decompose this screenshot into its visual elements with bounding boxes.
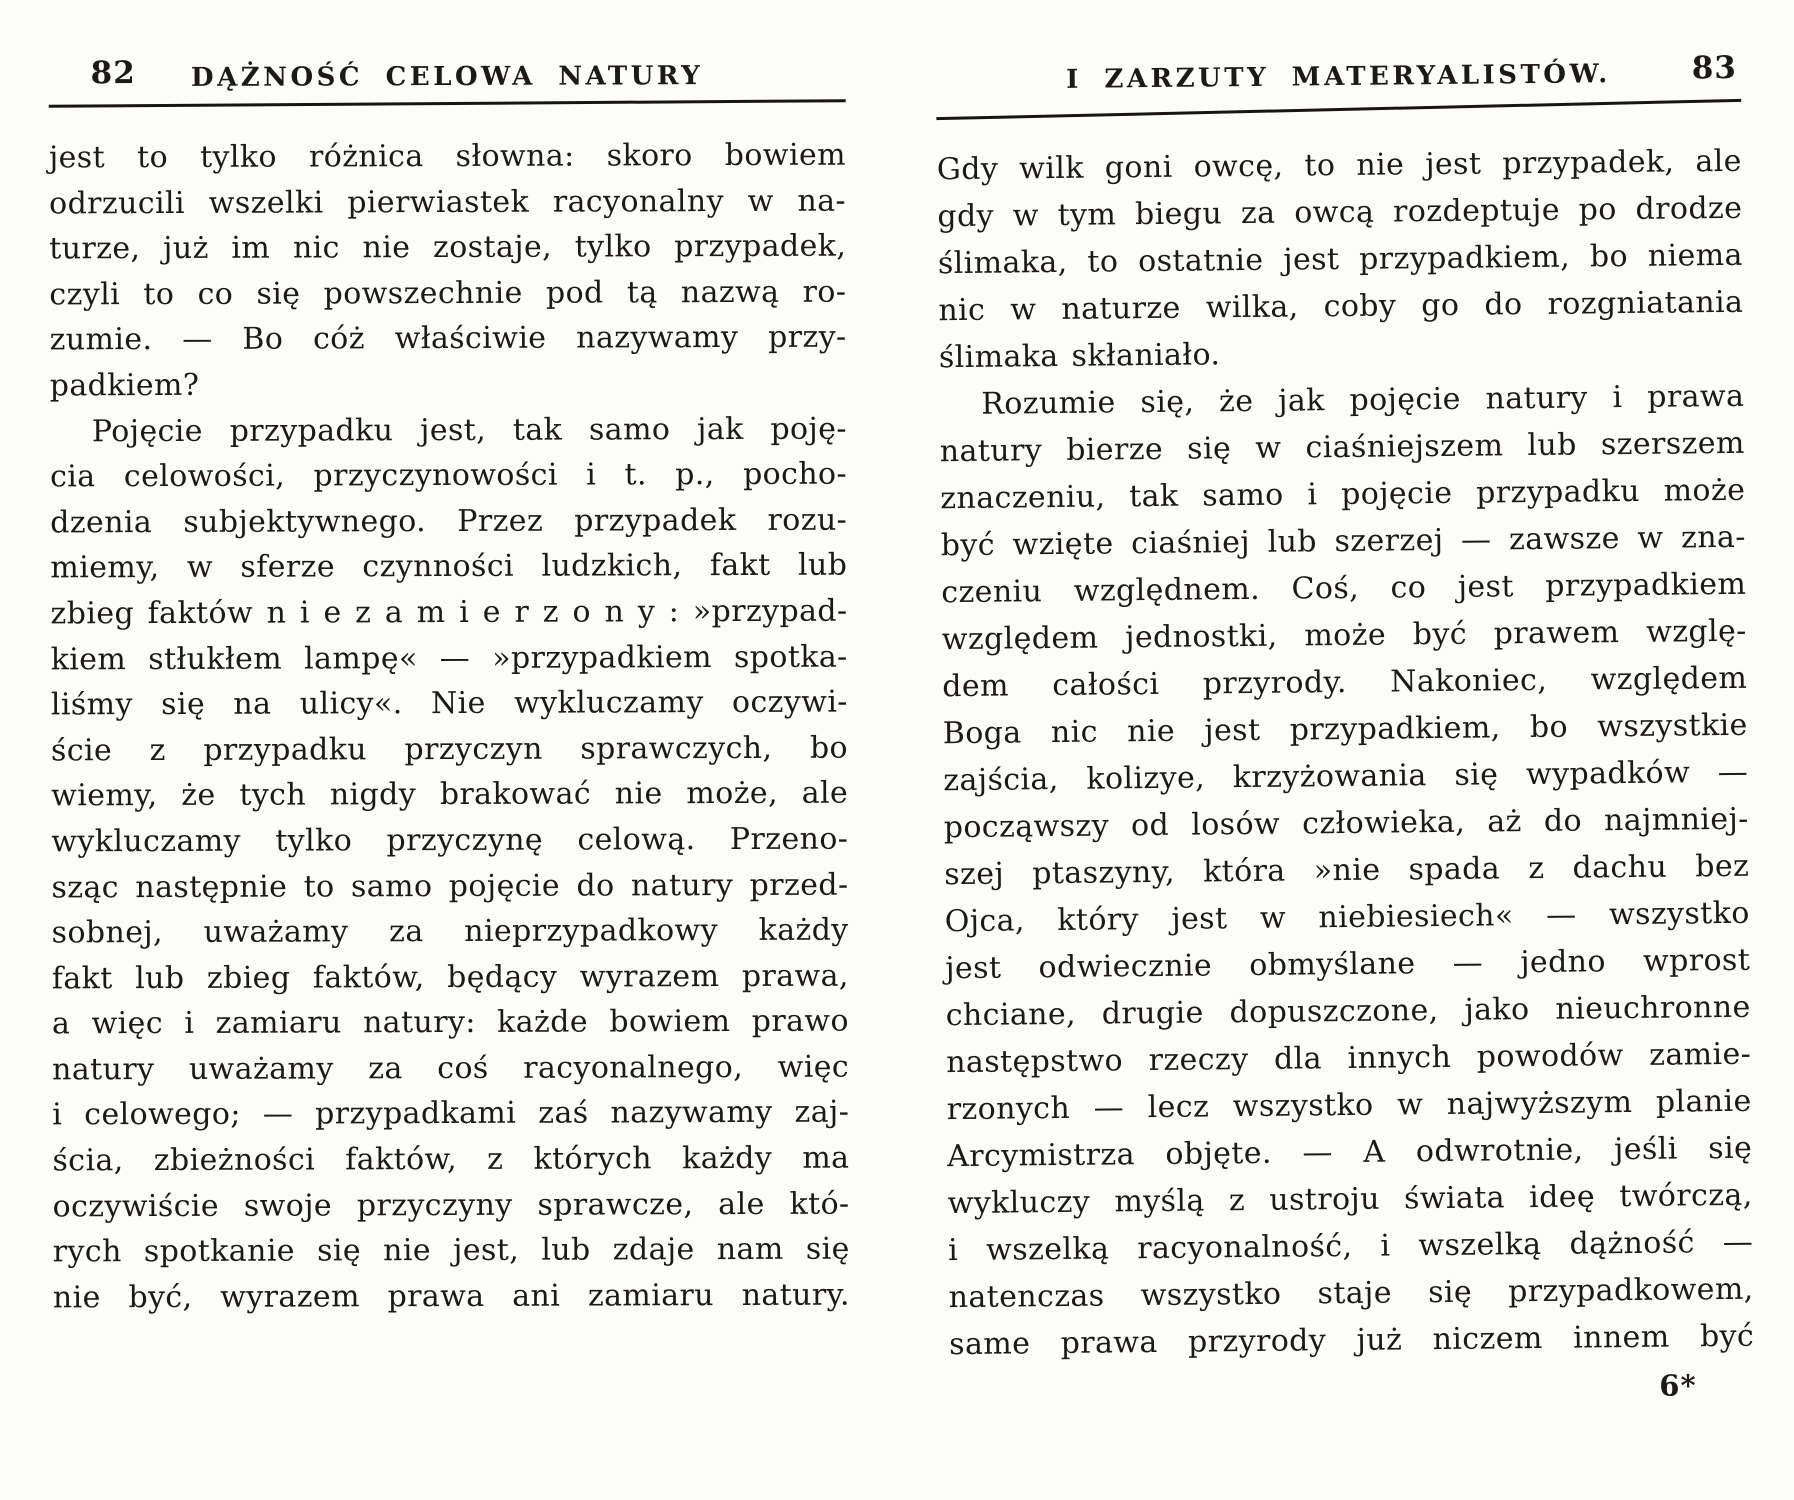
header-rule-right xyxy=(936,99,1741,120)
text-line: oczywiście swoje przyczyny sprawcze, ale któ- xyxy=(52,1186,850,1225)
text-line: jest odwiecznie obmyślane — jedno wprost xyxy=(945,942,1751,987)
page-number-right: 83 xyxy=(1691,49,1738,87)
running-head-left: DĄŻNOŚĆ CELOWA NATURY xyxy=(190,61,704,93)
text-line: ślimaka, to ostatnie jest przypadkiem, bo niema xyxy=(937,237,1743,282)
text-line: znaczeniu, tak samo i pojęcie przypadku może xyxy=(940,472,1746,517)
text-line: czyli to co się powszechnie pod tą nazwą ro- xyxy=(49,274,847,313)
text-line: zajścia, kolizye, krzyżowania się wypadków — xyxy=(943,754,1749,799)
left-page xyxy=(49,39,851,1462)
text-line: być wzięte ciaśniej lub szerzej — zawsze w zna- xyxy=(940,519,1746,564)
text-line: fakt lub zbieg faktów, będący wyrazem prawa, xyxy=(51,958,849,997)
text-block-left xyxy=(49,133,850,1321)
text-line: kiem stłukłem lampę« — »przypadkiem spotka- xyxy=(50,639,848,677)
text-line: Boga nic nie jest przypadkiem, bo wszystkie xyxy=(942,707,1748,752)
text-line: a więc i zamiaru natury: każde bowiem prawo xyxy=(51,1003,850,1042)
text-line: sobnej, uważamy za nieprzypadkowy każdy xyxy=(51,912,849,951)
text-line: następstwo rzeczy dla innych powodów zamie- xyxy=(946,1036,1752,1081)
text-line: chciane, drugie dopuszczone, jako nieuchronne xyxy=(945,989,1751,1034)
text-line: ścia, zbieżności faktów, z których każdy ma xyxy=(52,1140,850,1179)
text-line: cia celowości, przyczynowości i t. p., pocho- xyxy=(49,456,848,495)
text-line: turze, już im nic nie zostaje, tylko przypadek, xyxy=(49,228,847,267)
text-line: Rozumie się, że jak pojęcie natury i prawa xyxy=(981,378,1745,422)
text-line: Ojca, który jest w niebiesiech« — wszystko xyxy=(944,895,1750,940)
text-line: padkiem? xyxy=(49,367,200,404)
text-line: nic w naturze wilka, coby go do rozgniatania xyxy=(938,284,1744,329)
text-line: począwszy od losów człowieka, aż do najmniej- xyxy=(943,801,1749,846)
text-line: wykluczy myślą z ustroju świata ideę twórczą, xyxy=(947,1177,1753,1222)
text-line: względem jednostki, może być prawem wzglę- xyxy=(941,613,1747,658)
text-line: nie być, wyrazem prawa ani zamiaru natury. xyxy=(52,1277,850,1316)
text-line: Pojęcie przypadku jest, tak samo jak poję- xyxy=(91,411,847,449)
text-line: Arcymistrza objęte. — A odwrotnie, jeśli się xyxy=(947,1130,1753,1175)
text-line: dzenia subjektywnego. Przez przypadek rozu- xyxy=(50,502,848,541)
text-line: sząc następnie to samo pojęcie do natury przed- xyxy=(51,867,849,905)
text-line: wiemy, że tych nigdy brakować nie może, ale xyxy=(51,775,849,814)
right-page xyxy=(936,36,1756,1464)
text-line: czeniu względnem. Coś, co jest przypadkiem xyxy=(941,566,1747,611)
header-rule-left xyxy=(49,99,846,108)
text-line: miemy, w sferze czynności ludzkich, fakt lub xyxy=(50,547,848,586)
text-line: wykluczamy tylko przyczynę celową. Przeno- xyxy=(51,821,849,860)
text-line: zumie. — Bo cóż właściwie nazywamy przy- xyxy=(49,319,847,358)
text-line: odrzucili wszelki pierwiastek racyonalny w na- xyxy=(49,183,847,221)
text-line: Gdy wilk goni owcę, to nie jest przypadek, ale xyxy=(936,143,1743,188)
text-line: i celowego; — przypadkami zaś nazywamy zaj- xyxy=(52,1095,850,1133)
text-line: rych spotkanie się nie jest, lub zdaje nam się xyxy=(52,1231,850,1270)
page-number-left: 82 xyxy=(90,55,136,92)
text-block-right xyxy=(937,138,1755,1368)
text-line: liśmy się na ulicy«. Nie wykluczamy oczywi- xyxy=(50,684,848,723)
running-head-right: I ZARZUTY MATERYALISTÓW. xyxy=(1065,59,1611,95)
text-line: same prawa przyrody już niczem innem być xyxy=(948,1318,1755,1363)
text-line: zbieg faktów n i e z a m i e r z o n y : »przypad- xyxy=(50,593,848,632)
text-line: gdy w tym biegu za owcą rozdeptuje po drodze xyxy=(937,190,1743,235)
signature-mark: 6* xyxy=(1659,1368,1697,1403)
text-line: natury bierze się w ciaśniejszem lub szerszem xyxy=(939,425,1745,470)
text-line: ślimaka skłaniało. xyxy=(938,337,1221,376)
text-line: jest to tylko różnica słowna: skoro bowiem xyxy=(48,137,846,176)
text-line: ście z przypadku przyczyn sprawczych, bo xyxy=(50,730,849,769)
text-line: natury uważamy za coś racyonalnego, więc xyxy=(52,1049,850,1088)
text-line: rzonych — lecz wszystko w najwyższym planie xyxy=(946,1083,1752,1128)
text-line: dem całości przyrody. Nakoniec, względem xyxy=(942,660,1748,705)
text-line: natenczas wszystko staje się przypadkowem, xyxy=(948,1271,1754,1316)
text-line: szej ptaszyny, która »nie spada z dachu bez xyxy=(944,848,1750,893)
text-line: i wszelką racyonalność, i wszelką dążność — xyxy=(948,1224,1754,1269)
